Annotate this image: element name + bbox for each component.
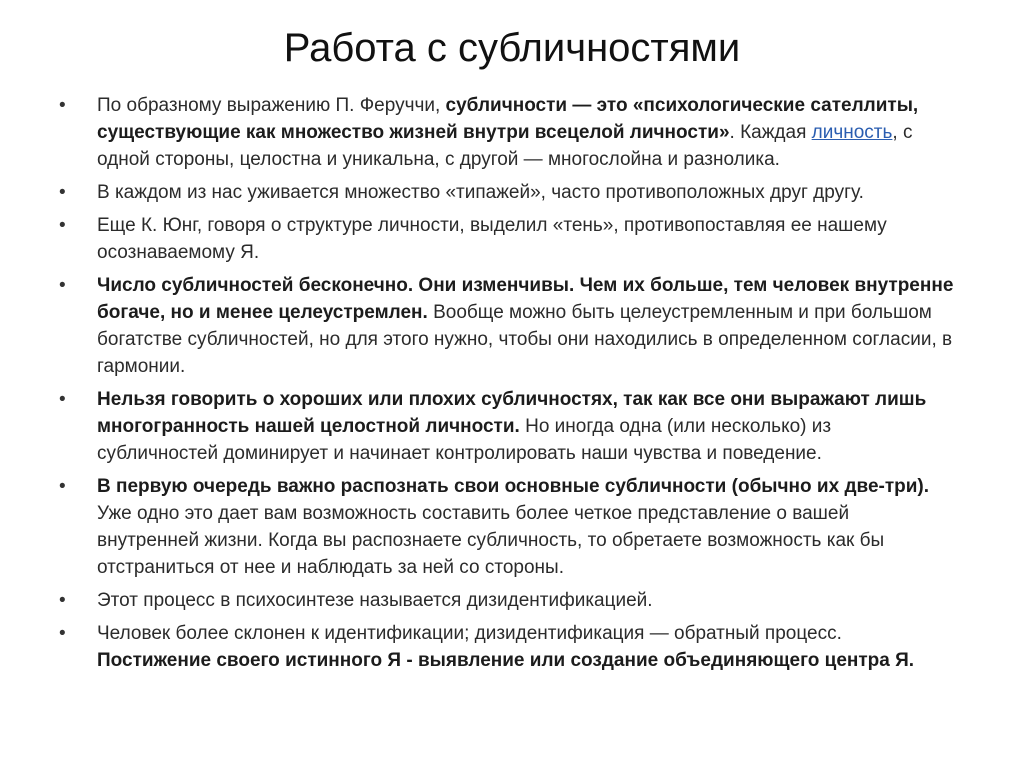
personality-link[interactable]: личность [811, 122, 893, 143]
bullet-icon: • [59, 590, 66, 611]
item-text: В каждом из нас уживается множество «типажей», часто противоположных друг другу. [97, 182, 864, 203]
list-item [0, 620, 1024, 674]
list-item [0, 473, 1024, 581]
item-text: , с одной стороны, целостна и уникальна, с другой — многослойна и разнолика. [97, 122, 913, 170]
item-bold-text: субличности — это «психологические сателлиты, существующие как множество жизней внутри всецелой личности» [97, 95, 919, 143]
list-item [0, 212, 1024, 266]
bullet-icon: • [59, 275, 66, 296]
slide-title: Работа с субличностями [283, 26, 741, 70]
list-item [0, 272, 1024, 380]
list-item [0, 179, 1024, 206]
item-bold-text: Нельзя говорить о хороших или плохих субличностях, так как все они выражают лишь многогранность нашей целостной личности. [97, 389, 927, 437]
item-bold-text: Число субличностей бесконечно. Они изменчивы. Чем их больше, тем человек внутренне богаче, но и менее целеустремлен. [97, 275, 954, 323]
bullet-icon: • [59, 215, 66, 236]
item-text: . Каждая [729, 122, 812, 143]
item-text: Но иногда одна (или несколько) из субличностей доминирует и начинает контролировать наши чувства и поведение. [97, 416, 832, 464]
bullet-icon: • [59, 623, 66, 644]
bullet-icon: • [59, 95, 66, 116]
item-text: Человек более склонен к идентификации; дизидентификация — обратный процесс. [97, 623, 842, 644]
bullet-icon: • [59, 476, 66, 497]
item-bold-text: Постижение своего истинного Я - выявление или создание объединяющего центра Я. [97, 650, 915, 671]
bullet-list [0, 92, 1024, 680]
bullet-icon: • [59, 182, 66, 203]
item-bold-text: В первую очередь важно распознать свои основные субличности (обычно их две-три). [97, 476, 930, 497]
bullet-icon: • [59, 389, 66, 410]
list-item [0, 92, 1024, 173]
item-text: Еще К. Юнг, говоря о структуре личности, выделил «тень», противопоставляя ее нашему осознаваемому Я. [97, 215, 887, 263]
item-text: Вообще можно быть целеустремленным и при большом богатстве субличностей, но для этого нужно, чтобы они находились в определенном согласии, в гармонии. [97, 302, 953, 377]
list-item [0, 587, 1024, 614]
item-text: По образному выражению П. Феруччи, [97, 95, 446, 116]
item-text: Уже одно это дает вам возможность составить более четкое представление о вашей внутренней жизни. Когда вы распознаете субличность, то обретаете возможность как бы отстраниться от нее и наблюдать за ней со стороны. [97, 503, 885, 578]
list-item [0, 386, 1024, 467]
item-text: Этот процесс в психосинтезе называется дизидентификацией. [97, 590, 653, 611]
